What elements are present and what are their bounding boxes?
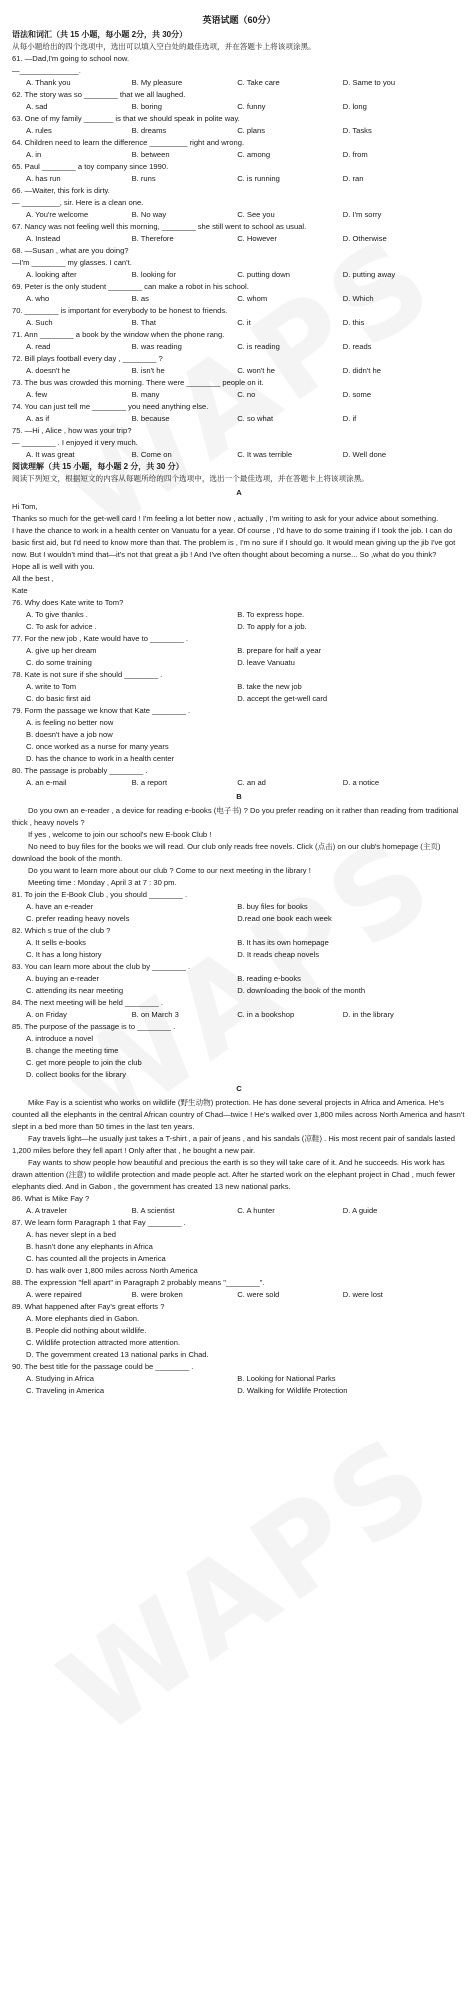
- option-row: [12, 949, 466, 961]
- question-item: [12, 137, 466, 161]
- answer-option: B. No way: [131, 210, 167, 219]
- answer-option: C. do some training: [26, 658, 92, 667]
- passage-letter: A: [236, 488, 242, 497]
- answer-option: C. See you: [237, 210, 275, 219]
- passage-paragraph: Thanks so much for the get-well card ! I'm feeling a lot better now , actually , I'm writing to ask for your advice about something.: [12, 514, 439, 523]
- answer-option: C. has counted all the projects in America: [26, 1254, 166, 1263]
- answer-option: C. were sold: [237, 1290, 280, 1299]
- passage-paragraph: Fay travels light—he usually just takes a T-shirt , a pair of jeans , and his sandals (凉鞋) . His most recent pair of sandals lasted 1,200 miles before they fell apart ! Only after that , he bought a new pair.: [12, 1134, 455, 1155]
- question-stem: 89. What happened after Fay's great efforts ?: [12, 1302, 165, 1311]
- answer-option: A. rules: [26, 126, 52, 135]
- answer-option: B. on March 3: [131, 1010, 179, 1019]
- question-line: — _________, sir. Here is a clean one.: [12, 198, 144, 207]
- passage-body: [12, 513, 466, 597]
- passage-body: [12, 805, 466, 889]
- option-row: [12, 341, 466, 353]
- question-list: [12, 1193, 466, 1397]
- question-item: [12, 185, 466, 221]
- answer-option: D. Otherwise: [342, 234, 387, 243]
- answer-option: C. funny: [237, 102, 266, 111]
- answer-option: D. were lost: [342, 1290, 383, 1299]
- answer-option: C. is reading: [237, 342, 280, 351]
- option-row: [12, 125, 466, 137]
- passage-paragraph: Mike Fay is a scientist who works on wildlife (野生动物) protection. He has done several projects in Africa and America. He's counted all the elephants in the central African country of Chad—twice ! He's walked over 1,800 miles across North America and hasn't slept in a bed more than 50 times in the last ten years.: [12, 1098, 465, 1131]
- passage-paragraph: Do you own an e-reader , a device for reading e-books (电子书) ? Do you prefer reading on it rather than reading from traditional thick , heavy novels ?: [12, 806, 459, 827]
- question-stem: 73. The bus was crowded this morning. There were ________ people on it.: [12, 378, 264, 387]
- answer-option: B. was reading: [131, 342, 182, 351]
- answer-option: D. long: [342, 102, 367, 111]
- question-stem: 67. Nancy was not feeling well this morning, ________ she still went to school as usual.: [12, 222, 307, 231]
- answer-option: B. looking for: [131, 270, 176, 279]
- question-stem: 75. —Hi , Alice , how was your trip?: [12, 426, 132, 435]
- question-item: [12, 669, 466, 705]
- answer-option: D. a notice: [342, 778, 380, 787]
- question-item: [12, 377, 466, 401]
- answer-option: D. The government created 13 national parks in Chad.: [26, 1350, 209, 1359]
- option-row: [12, 293, 466, 305]
- option-row: [12, 657, 466, 669]
- letter-greeting: Hi Tom,: [12, 502, 38, 511]
- question-line: — ________ . I enjoyed it very much.: [12, 438, 138, 447]
- answer-option: D. A guide: [342, 1206, 378, 1215]
- answer-option: B. Come on: [131, 450, 172, 459]
- passage-letter: B: [236, 792, 242, 801]
- answer-option: A. give up her dream: [26, 646, 97, 655]
- answer-option: D. accept the get-well card: [237, 694, 328, 703]
- section-reading: [12, 461, 466, 485]
- option-row: [12, 449, 466, 461]
- passage-paragraph: If yes , welcome to join our school's new E-book Club !: [28, 830, 212, 839]
- answer-option: C. so what: [237, 414, 274, 423]
- answer-option: C. do basic first aid: [26, 694, 91, 703]
- answer-option: B. That: [131, 318, 156, 327]
- answer-option: C. However: [237, 234, 277, 243]
- answer-option: D. Walking for Wildlife Protection: [237, 1386, 348, 1395]
- answer-option: A. To give thanks .: [26, 610, 88, 619]
- answer-option: A. Such: [26, 318, 53, 327]
- question-stem: 83. You can learn more about the club by ________ .: [12, 962, 191, 971]
- option-row: [12, 645, 466, 657]
- section-instructions: 阅读下列短文，根据短文的内容从每题所给的四个选项中，选出一个最佳选项，并在答题卡上将该项涂黑。: [12, 474, 369, 483]
- passage-paragraph: Fay wants to show people how beautiful and precious the earth is so they will take care of it. And he succeeds. His work has drawn attention (注意) to wildlife protection and made people act. After he started work on the elephant project in Chad , much fewer elephants died. And in Gabon , the government has created 13 new national parks.: [12, 1158, 456, 1191]
- answer-option: A. introduce a novel: [26, 1034, 94, 1043]
- option-row: [12, 317, 466, 329]
- answer-option: B. were broken: [131, 1290, 183, 1299]
- question-stem: 66. —Waiter, this fork is dirty.: [12, 186, 110, 195]
- answer-option: A. on Friday: [26, 1010, 67, 1019]
- answer-option: A. have an e-reader: [26, 902, 94, 911]
- passage-paragraph: I have the chance to work in a health center on Vanuatu for a year. Of course , I'd have to do some training if I took the job. I can do basic first aid, but I'd need to know more than that. The problem is , I'm no sure if I should go. It would mean giving up the jib I've got now. But I wouldn't mind that—it's not that great a jib ! And I've often thought about becoming a nurse... So ,what do you think?: [12, 526, 456, 559]
- question-item: [12, 961, 466, 997]
- answer-option: D. To apply for a job.: [237, 622, 307, 631]
- option-row: [12, 101, 466, 113]
- answer-option: A. few: [26, 390, 48, 399]
- answer-option: D. Same to you: [342, 78, 396, 87]
- answer-option: A. A traveler: [26, 1206, 67, 1215]
- question-stem: 76. Why does Kate write to Tom?: [12, 598, 124, 607]
- question-item: [12, 113, 466, 137]
- answer-option: D. some: [342, 390, 372, 399]
- answer-option: A. read: [26, 342, 51, 351]
- answer-option: B. dreams: [131, 126, 167, 135]
- option-row: [12, 913, 466, 925]
- question-stem: 86. What is Mike Fay ?: [12, 1194, 90, 1203]
- option-row: [12, 1205, 466, 1217]
- answer-option: D. downloading the book of the month: [237, 986, 366, 995]
- answer-option: B. a report: [131, 778, 168, 787]
- option-row: [12, 1385, 466, 1397]
- question-item: [12, 305, 466, 329]
- question-stem: 70. ________ is important for everybody to be honest to friends.: [12, 306, 228, 315]
- question-item: [12, 997, 466, 1021]
- answer-option: C. It was terrible: [237, 450, 293, 459]
- question-list: [12, 597, 466, 789]
- answer-option: C. no: [237, 390, 256, 399]
- answer-option: A. looking after: [26, 270, 77, 279]
- answer-option: C. A hunter: [237, 1206, 275, 1215]
- question-item: [12, 1193, 466, 1217]
- question-item: [12, 1277, 466, 1301]
- question-stem: 80. The passage is probably ________ .: [12, 766, 148, 775]
- section-heading: 阅读理解（共 15 小题，每小题 2 分，共 30 分）: [12, 462, 184, 471]
- option-row: [12, 681, 466, 693]
- answer-option: D. It reads cheap novels: [237, 950, 320, 959]
- answer-option: A. write to Tom: [26, 682, 77, 691]
- answer-option: D. didn't he: [342, 366, 381, 375]
- option-row: [12, 77, 466, 89]
- answer-option: A. Studying in Africa: [26, 1374, 94, 1383]
- answer-option: D.read one book each week: [237, 914, 332, 923]
- option-row: [12, 149, 466, 161]
- question-item: [12, 425, 466, 461]
- question-stem: 82. Which s true of the club ?: [12, 926, 111, 935]
- option-row: [12, 985, 466, 997]
- answer-option: A. an e-mail: [26, 778, 67, 787]
- answer-option: B. buy files for books: [237, 902, 308, 911]
- question-stem: 63. One of my family _______ is that we should speak in polite way.: [12, 114, 240, 123]
- answer-option: B. Looking for National Parks: [237, 1374, 336, 1383]
- answer-option: A. is feeling no better now: [26, 718, 114, 727]
- option-row: [12, 973, 466, 985]
- answer-option: B. My pleasure: [131, 78, 183, 87]
- answer-option: D. Which: [342, 294, 374, 303]
- answer-option: C. among: [237, 150, 271, 159]
- answer-option: D. reads: [342, 342, 372, 351]
- option-row: [12, 209, 466, 221]
- answer-option: B. isn't he: [131, 366, 165, 375]
- option-row: [12, 937, 466, 949]
- question-stem: 77. For the new job , Kate would have to ________ .: [12, 634, 189, 643]
- question-item: [12, 281, 466, 305]
- answer-option: A. Thank you: [26, 78, 71, 87]
- question-stem: 62. The story was so ________ that we all laughed.: [12, 90, 186, 99]
- passage-letter: C: [236, 1084, 242, 1093]
- question-stem: 81. To join the E-Book Club , you should ________ .: [12, 890, 188, 899]
- answer-option: C. Take care: [237, 78, 280, 87]
- option-row: [12, 777, 466, 789]
- question-item: [12, 889, 466, 925]
- question-stem: 61. —Dad,I'm going to school now.: [12, 54, 130, 63]
- answer-option: B. Therefore: [131, 234, 174, 243]
- answer-option: A. sad: [26, 102, 48, 111]
- question-stem: 85. The purpose of the passage is to ________ .: [12, 1022, 176, 1031]
- answer-option: A. More elephants died in Gabon.: [26, 1314, 140, 1323]
- answer-option: C. is running: [237, 174, 280, 183]
- option-row: [12, 233, 466, 245]
- answer-option: A. It was great: [26, 450, 75, 459]
- passage-paragraph: All the best ,: [12, 574, 54, 583]
- section-grammar: [12, 29, 466, 461]
- option-row: [12, 1009, 466, 1021]
- answer-option: D. from: [342, 150, 368, 159]
- answer-option: C. in a bookshop: [237, 1010, 295, 1019]
- answer-option: A. in: [26, 150, 42, 159]
- answer-option: B. between: [131, 150, 170, 159]
- passage-b: [12, 791, 466, 1081]
- option-row: [12, 365, 466, 377]
- option-row: [12, 173, 466, 185]
- passage-paragraph: No need to buy files for the books we will read. Our club only reads free novels. Click (点击) on our club's homepage (主页) download the book of the month.: [12, 842, 441, 863]
- question-item: [12, 705, 466, 765]
- passage-a: [12, 487, 466, 789]
- question-item: [12, 245, 466, 281]
- question-list: [12, 53, 466, 461]
- answer-option: D. this: [342, 318, 365, 327]
- question-item: [12, 925, 466, 961]
- answer-option: C. Wildlife protection attracted more attention.: [26, 1338, 181, 1347]
- answer-option: A. who: [26, 294, 50, 303]
- answer-option: D. Tasks: [342, 126, 372, 135]
- answer-option: D. putting away: [342, 270, 396, 279]
- answer-option: B. A scientist: [131, 1206, 175, 1215]
- section-heading: 语法和词汇（共 15 小题，每小题 2分，共 30分）: [12, 30, 188, 39]
- answer-option: A. buying an e-reader: [26, 974, 100, 983]
- question-stem: 69. Peter is the only student ________ can make a robot in his school.: [12, 282, 249, 291]
- question-stem: 72. Bill plays football every day , ________ ?: [12, 354, 163, 363]
- answer-option: D. has walk over 1,800 miles across North America: [26, 1266, 198, 1275]
- answer-option: B. reading e-books: [237, 974, 301, 983]
- option-row: [12, 1289, 466, 1301]
- passage-body: [12, 1097, 466, 1193]
- passage-paragraph: Hope all is well with you.: [12, 562, 95, 571]
- question-item: [12, 597, 466, 633]
- answer-option: B. as: [131, 294, 149, 303]
- answer-option: D. if: [342, 414, 357, 423]
- answer-option: C. once worked as a nurse for many years: [26, 742, 169, 751]
- answer-option: B. doesn't have a job now: [26, 730, 113, 739]
- passage-paragraph: Kate: [12, 586, 28, 595]
- question-stem: 90. The best title for the passage could be ________ .: [12, 1362, 194, 1371]
- answer-option: D. leave Vanuatu: [237, 658, 295, 667]
- question-item: [12, 633, 466, 669]
- answer-option: B. take the new job: [237, 682, 302, 691]
- question-list: [12, 889, 466, 1081]
- answer-option: B. To express hope.: [237, 610, 305, 619]
- option-row: [12, 901, 466, 913]
- passage-paragraph: Meeting time : Monday , April 3 at 7 : 30 pm.: [28, 878, 177, 887]
- question-stem: 65. Paul ________ a toy company since 1990.: [12, 162, 169, 171]
- answer-option: B. boring: [131, 102, 162, 111]
- exam-title: 英语试题（60分）: [202, 15, 276, 25]
- answer-option: A. It sells e-books: [26, 938, 86, 947]
- answer-option: B. People did nothing about wildlife.: [26, 1326, 147, 1335]
- question-item: [12, 765, 466, 789]
- question-stem: 88. The expression "fell apart" in Paragraph 2 probably means "________".: [12, 1278, 265, 1287]
- question-item: [12, 53, 466, 89]
- answer-option: D. I'm sorry: [342, 210, 382, 219]
- option-row: [12, 609, 466, 621]
- answer-option: C. it: [237, 318, 251, 327]
- option-row: [12, 693, 466, 705]
- question-item: [12, 161, 466, 185]
- question-stem: 68. —Susan , what are you doing?: [12, 246, 129, 255]
- answer-option: C. won't he: [237, 366, 275, 375]
- answer-option: C. It has a long history: [26, 950, 102, 959]
- answer-option: C. plans: [237, 126, 266, 135]
- answer-option: B. change the meeting time: [26, 1046, 119, 1055]
- option-row: [12, 621, 466, 633]
- answer-option: A. has never slept in a bed: [26, 1230, 116, 1239]
- question-item: [12, 1361, 466, 1397]
- answer-option: A. has run: [26, 174, 61, 183]
- answer-option: B. runs: [131, 174, 156, 183]
- answer-option: C. putting down: [237, 270, 290, 279]
- question-item: [12, 1021, 466, 1081]
- question-item: [12, 1217, 466, 1277]
- answer-option: D. collect books for the library: [26, 1070, 127, 1079]
- answer-option: D. has the chance to work in a health center: [26, 754, 175, 763]
- answer-option: C. prefer reading heavy novels: [26, 914, 130, 923]
- answer-option: C. whom: [237, 294, 268, 303]
- answer-option: A. Instead: [26, 234, 61, 243]
- question-stem: 79. Form the passage we know that Kate ________ .: [12, 706, 191, 715]
- answer-option: C. attending its near meeting: [26, 986, 124, 995]
- answer-option: B. hasn't done any elephants in Africa: [26, 1242, 153, 1251]
- question-item: [12, 353, 466, 377]
- question-stem: 84. The next meeting will be held ________ .: [12, 998, 163, 1007]
- answer-option: A. You're welcome: [26, 210, 89, 219]
- section-instructions: 从每小题给出的四个选项中，选出可以填入空白处的最佳选项，并在答题卡上将该项涂黑。: [12, 42, 316, 51]
- answer-option: C. To ask for advice .: [26, 622, 97, 631]
- question-stem: 87. We learn form Paragraph 1 that Fay ________ .: [12, 1218, 186, 1227]
- answer-option: C. get more people to join the club: [26, 1058, 142, 1067]
- answer-option: C. Traveling in America: [26, 1386, 105, 1395]
- option-row: [12, 1373, 466, 1385]
- passage-c: [12, 1083, 466, 1397]
- answer-option: D. ran: [342, 174, 364, 183]
- question-item: [12, 89, 466, 113]
- question-item: [12, 401, 466, 425]
- answer-option: C. an ad: [237, 778, 266, 787]
- answer-option: B. because: [131, 414, 170, 423]
- question-line: —I'm ________ my glasses. I can't.: [12, 258, 132, 267]
- question-stem: 74. You can just tell me ________ you need anything else.: [12, 402, 209, 411]
- answer-option: B. It has its own homepage: [237, 938, 329, 947]
- answer-option: D. Well done: [342, 450, 387, 459]
- option-row: [12, 413, 466, 425]
- question-item: [12, 221, 466, 245]
- answer-option: B. prepare for half a year: [237, 646, 322, 655]
- answer-option: A. as if: [26, 414, 50, 423]
- question-item: [12, 329, 466, 353]
- answer-option: A. doesn't he: [26, 366, 71, 375]
- passage-paragraph: Do you want to learn more about our club ? Come to our next meeting in the library !: [28, 866, 311, 875]
- question-stem: 71. Ann ________ a book by the window when the phone rang.: [12, 330, 225, 339]
- question-item: [12, 1301, 466, 1361]
- option-row: [12, 389, 466, 401]
- question-line: —______________.: [12, 66, 81, 75]
- answer-option: D. in the library: [342, 1010, 394, 1019]
- answer-option: A. were repaired: [26, 1290, 82, 1299]
- answer-option: B. many: [131, 390, 160, 399]
- question-stem: 78. Kate is not sure if she should ________ .: [12, 670, 163, 679]
- option-row: [12, 269, 466, 281]
- question-stem: 64. Children need to learn the difference _________ right and wrong.: [12, 138, 245, 147]
- watermark: [74, 1461, 423, 1711]
